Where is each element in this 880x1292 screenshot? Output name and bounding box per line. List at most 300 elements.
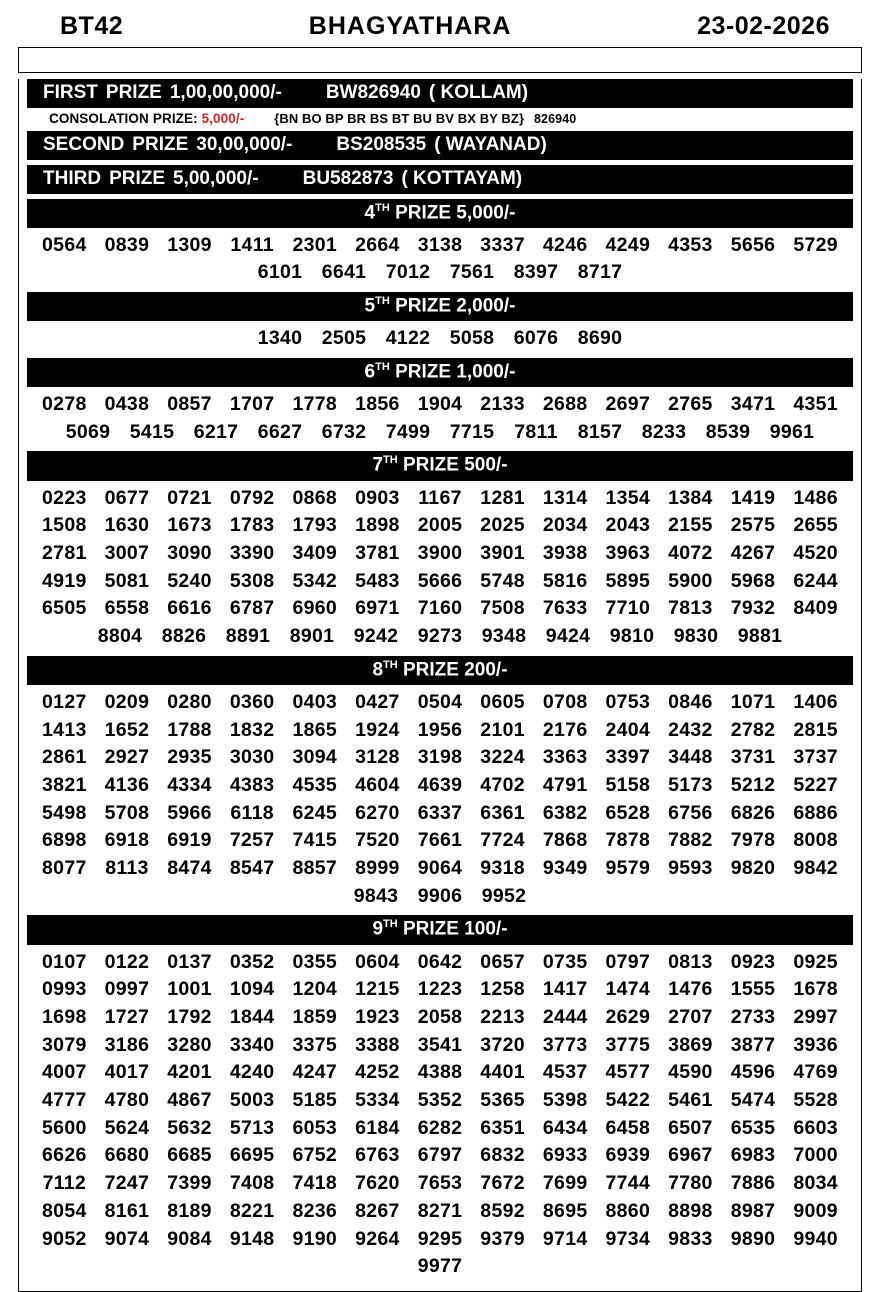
winning-number: 7520	[355, 829, 400, 852]
winning-number: 8857	[292, 857, 338, 880]
winning-number: 4596	[730, 1061, 776, 1084]
winning-number: 5632	[167, 1116, 212, 1139]
winning-number: 4401	[480, 1061, 525, 1084]
winning-number: 3773	[542, 1033, 588, 1056]
winning-number: 6967	[668, 1144, 713, 1167]
winning-number: 3340	[229, 1033, 275, 1056]
winning-number: 8397	[513, 261, 559, 284]
winning-number: 8409	[793, 597, 838, 620]
winning-number: 1783	[229, 514, 275, 537]
winning-number: 0997	[104, 978, 150, 1001]
winning-number: 2765	[668, 393, 713, 416]
number-row	[33, 1059, 847, 1087]
winning-number: 6245	[292, 801, 338, 824]
winning-number: 9843	[353, 884, 399, 907]
first-prize-place: ( KOLLAM)	[428, 82, 529, 103]
sixth-prize-sup: TH	[375, 360, 390, 373]
winning-number: 2997	[793, 1006, 838, 1028]
consolation-amount: 5,000/-	[201, 110, 245, 126]
winning-number: 3363	[542, 746, 588, 769]
winning-number: 5352	[417, 1089, 463, 1112]
winning-number: 0813	[668, 950, 713, 973]
winning-number: 3720	[480, 1033, 525, 1056]
number-row	[33, 325, 847, 353]
winning-number: 9842	[793, 857, 838, 880]
winning-number: 4201	[167, 1061, 212, 1084]
winning-number: 5729	[793, 233, 838, 256]
winning-number: 3090	[167, 542, 212, 565]
winning-number: 2025	[480, 514, 525, 537]
winning-number: 2301	[292, 233, 338, 256]
winning-number: 6685	[167, 1144, 212, 1167]
winning-number: 9273	[417, 625, 463, 648]
winning-number: 6101	[257, 261, 303, 284]
winning-number: 4246	[542, 233, 588, 256]
winning-number: 1698	[42, 1006, 87, 1028]
winning-number: 6282	[417, 1116, 463, 1139]
winning-number: 8233	[641, 420, 687, 443]
number-row	[33, 540, 847, 568]
winning-number: 9961	[769, 420, 815, 443]
winning-number: 3821	[42, 774, 87, 797]
second-prize-label: SECOND	[43, 133, 125, 155]
winning-number: 8898	[668, 1199, 713, 1222]
consolation-series: {BN BO BP BR BS BT BU BV BX BY BZ}	[274, 110, 525, 126]
winning-number: 2935	[167, 746, 212, 769]
winning-number: 0122	[104, 950, 150, 973]
winning-number: 7418	[292, 1172, 338, 1195]
winning-number: 3869	[668, 1033, 713, 1056]
winning-number: 6270	[355, 801, 400, 824]
sixth-prize-title: PRIZE 1,000/-	[395, 361, 516, 383]
winning-number: 8161	[104, 1199, 150, 1222]
winning-number: 8695	[542, 1199, 588, 1222]
winning-number: 7415	[292, 829, 338, 852]
winning-number: 1508	[42, 514, 87, 537]
winning-number: 8077	[42, 857, 87, 880]
winning-number: 9242	[353, 625, 399, 648]
first-prize-bar	[27, 79, 853, 108]
fifth-prize-numbers	[33, 325, 847, 353]
seventh-prize-ordinal: 7	[372, 454, 384, 476]
winning-number: 4577	[605, 1061, 651, 1084]
winning-number: 1924	[355, 718, 400, 741]
winning-number: 9009	[793, 1199, 838, 1222]
winning-number: 9810	[609, 625, 655, 648]
winning-number: 2133	[480, 393, 525, 416]
winning-number: 7811	[514, 420, 558, 443]
winning-number: 7000	[793, 1144, 838, 1167]
winning-number: 4247	[292, 1061, 338, 1084]
number-row	[33, 1087, 847, 1115]
number-row	[33, 772, 847, 800]
winning-number: 9148	[229, 1227, 275, 1250]
number-row	[33, 485, 847, 513]
winning-number: 9349	[542, 857, 588, 880]
number-row	[33, 717, 847, 745]
winning-number: 9379	[480, 1227, 525, 1250]
fourth-prize-title: PRIZE 5,000/-	[395, 201, 516, 223]
seventh-prize-numbers	[33, 485, 847, 651]
winning-number: 4334	[167, 774, 212, 797]
winning-number: 7868	[542, 829, 588, 852]
winning-number: 6732	[321, 420, 367, 443]
winning-number: 6797	[417, 1144, 463, 1167]
winning-number: 0355	[292, 950, 338, 973]
winning-number: 3541	[417, 1033, 463, 1056]
winning-number: 1167	[418, 486, 462, 509]
winning-number: 1001	[167, 978, 212, 1001]
winning-number: 3397	[605, 746, 651, 769]
winning-number: 4639	[417, 774, 463, 797]
winning-number: 6382	[542, 801, 588, 824]
winning-number: 1309	[167, 233, 212, 256]
winning-number: 6960	[292, 597, 338, 620]
second-prize-place: ( WAYANAD)	[434, 133, 547, 155]
winning-number: 3030	[229, 746, 275, 769]
number-row	[33, 1198, 847, 1226]
winning-number: 4353	[668, 233, 713, 256]
winning-number: 1258	[480, 978, 525, 1001]
number-row	[33, 855, 847, 883]
winning-number: 4007	[42, 1061, 87, 1084]
winning-number: 6528	[605, 801, 651, 824]
winning-number: 7620	[355, 1172, 400, 1195]
winning-number: 7699	[542, 1172, 588, 1195]
winning-number: 5058	[449, 327, 495, 350]
winning-number: 9977	[417, 1255, 463, 1278]
winning-number: 9890	[730, 1227, 776, 1250]
winning-number: 5069	[65, 420, 111, 443]
number-row	[33, 949, 847, 977]
winning-number: 2629	[605, 1006, 651, 1028]
winning-number: 5173	[668, 774, 713, 797]
winning-number: 2815	[793, 718, 838, 741]
winning-number: 6939	[605, 1144, 651, 1167]
winning-number: 3877	[730, 1033, 776, 1056]
winning-number: 7257	[229, 829, 275, 852]
winning-number: 3007	[104, 542, 150, 565]
winning-number: 3963	[605, 542, 651, 565]
winning-number: 5483	[355, 569, 400, 592]
winning-number: 1898	[355, 514, 400, 537]
winning-number: 4535	[292, 774, 338, 797]
winning-number: 0604	[355, 950, 400, 973]
number-row	[33, 419, 847, 447]
winning-number: 6832	[480, 1144, 525, 1167]
winning-number: 3224	[480, 746, 525, 769]
winning-number: 6076	[513, 327, 559, 350]
winning-number: 2733	[730, 1006, 776, 1028]
winning-number: 2444	[542, 1006, 588, 1028]
winning-number: 2155	[668, 514, 713, 537]
fifth-prize-ordinal: 5	[364, 295, 376, 317]
winning-number: 5240	[167, 569, 212, 592]
winning-number: 1856	[355, 393, 400, 416]
winning-number: 5212	[730, 774, 776, 797]
winning-number: 7247	[104, 1172, 150, 1195]
winning-number: 0735	[542, 950, 588, 973]
winning-number: 6616	[167, 597, 212, 620]
winning-number: 9820	[730, 857, 776, 880]
winning-number: 6933	[542, 1144, 588, 1167]
winning-number: 5666	[417, 569, 463, 592]
winning-number: 1652	[104, 718, 150, 741]
winning-number: 8901	[289, 625, 335, 648]
winning-number: 0403	[292, 690, 338, 713]
winning-number: 1474	[605, 978, 651, 1001]
winning-number: 1844	[229, 1006, 275, 1028]
winning-number: 5624	[104, 1116, 150, 1139]
winning-number: 6434	[542, 1116, 588, 1139]
winning-number: 0677	[104, 486, 150, 509]
winning-number: 2688	[542, 393, 588, 416]
winning-number: 1340	[257, 327, 303, 350]
eighth-prize-ordinal: 8	[372, 659, 384, 681]
winning-number: 6558	[104, 597, 150, 620]
winning-number: 4136	[104, 774, 150, 797]
winning-number: 2034	[542, 514, 588, 537]
winning-number: 2697	[605, 393, 651, 416]
winning-number: 4537	[542, 1061, 588, 1084]
winning-number: 1384	[668, 486, 713, 509]
fifth-prize-title: PRIZE 2,000/-	[395, 295, 516, 317]
winning-number: 3471	[730, 393, 776, 416]
eighth-prize-title: PRIZE 200/-	[402, 659, 508, 681]
first-prize-ticket: BW826940	[325, 82, 421, 103]
winning-number: 0278	[42, 393, 87, 416]
winning-number: 6505	[42, 597, 87, 620]
winning-number: 1411	[230, 233, 274, 256]
winning-number: 6971	[355, 597, 400, 620]
winning-number: 1094	[229, 978, 275, 1001]
winning-number: 5334	[355, 1089, 400, 1112]
winning-number: 4867	[167, 1089, 212, 1112]
winning-number: 1923	[355, 1006, 400, 1028]
third-prize-amount: 5,00,000/-	[173, 167, 259, 189]
winning-number: 2861	[42, 746, 87, 769]
winning-number: 5895	[605, 569, 651, 592]
winning-number: 0352	[229, 950, 275, 973]
winning-number: 0903	[355, 486, 400, 509]
winning-number: 2058	[417, 1006, 463, 1028]
winning-number: 9881	[737, 625, 783, 648]
third-prize-word: PRIZE	[109, 167, 166, 189]
winning-number: 7886	[730, 1172, 776, 1195]
winning-number: 0209	[104, 690, 150, 713]
seventh-prize-title: PRIZE 500/-	[402, 454, 508, 476]
winning-number: 1678	[793, 978, 838, 1001]
third-prize-place: ( KOTTAYAM)	[401, 167, 523, 189]
winning-number: 0642	[417, 950, 463, 973]
winning-number: 3388	[355, 1033, 400, 1056]
winning-number: 4249	[605, 233, 651, 256]
winning-number: 0438	[104, 393, 150, 416]
winning-number: 8592	[480, 1199, 525, 1222]
winning-number: 9579	[605, 857, 651, 880]
sixth-prize-numbers	[33, 391, 847, 446]
winning-number: 5003	[229, 1089, 275, 1112]
number-row	[33, 827, 847, 855]
winning-number: 1204	[292, 978, 338, 1001]
winning-number: 6787	[229, 597, 275, 620]
winning-number: 1865	[292, 718, 338, 741]
winning-number: 2176	[542, 718, 588, 741]
first-prize-label: FIRST	[43, 82, 98, 103]
winning-number: 2101	[480, 718, 525, 741]
winning-number: 3936	[793, 1033, 838, 1056]
winning-number: 5656	[730, 233, 776, 256]
winning-number: 7399	[167, 1172, 212, 1195]
winning-number: 0360	[229, 690, 275, 713]
winning-number: 4351	[793, 393, 838, 416]
number-row	[33, 883, 847, 911]
winning-number: 8054	[42, 1199, 87, 1222]
sixth-prize-bar	[27, 358, 853, 387]
winning-number: 1417	[542, 978, 588, 1001]
winning-number: 5422	[605, 1089, 651, 1112]
number-row	[33, 623, 847, 651]
winning-number: 5227	[793, 774, 838, 797]
winning-number: 1778	[292, 393, 338, 416]
winning-number: 8891	[225, 625, 271, 648]
winning-number: 6507	[668, 1116, 713, 1139]
winning-number: 7780	[668, 1172, 713, 1195]
fourth-prize-bar	[27, 199, 853, 228]
winning-number: 4780	[104, 1089, 150, 1112]
number-row	[33, 976, 847, 1004]
winning-number: 5398	[542, 1089, 588, 1112]
winning-number: 9593	[668, 857, 713, 880]
winning-number: 4702	[480, 774, 525, 797]
winning-number: 7710	[605, 597, 651, 620]
number-row	[33, 512, 847, 540]
winning-number: 0753	[605, 690, 651, 713]
winning-number: 4590	[668, 1061, 713, 1084]
winning-number: 2927	[104, 746, 150, 769]
winning-number: 5966	[167, 801, 212, 824]
winning-number: 3731	[730, 746, 776, 769]
winning-number: 8157	[577, 420, 623, 443]
winning-number: 3775	[605, 1033, 651, 1056]
fifth-prize-sup: TH	[375, 295, 390, 308]
eighth-prize-numbers	[33, 689, 847, 911]
number-row	[33, 1142, 847, 1170]
winning-number: 9190	[292, 1227, 338, 1250]
winning-number: 4520	[793, 542, 838, 565]
second-prize-bar	[27, 131, 853, 160]
winning-number: 1476	[668, 978, 713, 1001]
winning-number: 0857	[167, 393, 212, 416]
winning-number: 3337	[480, 233, 525, 256]
winning-number: 1832	[229, 718, 275, 741]
winning-number: 0504	[417, 690, 463, 713]
winning-number: 6886	[793, 801, 838, 824]
number-row	[33, 1032, 847, 1060]
winning-number: 7661	[417, 829, 463, 852]
winning-number: 4769	[793, 1061, 838, 1084]
winning-number: 1792	[167, 1006, 212, 1028]
winning-number: 8474	[167, 857, 212, 880]
winning-number: 8717	[577, 261, 623, 284]
winning-number: 6361	[480, 801, 525, 824]
winning-number: 3900	[417, 542, 463, 565]
winning-number: 3390	[229, 542, 275, 565]
winning-number: 6641	[321, 261, 367, 284]
winning-number: 5081	[104, 569, 150, 592]
winning-number: 5158	[605, 774, 651, 797]
winning-number: 1215	[355, 978, 400, 1001]
winning-number: 4791	[542, 774, 588, 797]
winning-number: 8267	[355, 1199, 400, 1222]
winning-number: 1071	[730, 690, 776, 713]
winning-number: 9714	[542, 1227, 588, 1250]
eighth-prize-sup: TH	[383, 658, 398, 671]
winning-number: 4122	[385, 327, 431, 350]
consolation-label: CONSOLATION	[49, 110, 149, 126]
winning-number: 2404	[605, 718, 651, 741]
winning-number: 1793	[292, 514, 338, 537]
winning-number: 2005	[417, 514, 463, 537]
winning-number: 9734	[605, 1227, 651, 1250]
winning-number: 6919	[167, 829, 212, 852]
number-row	[33, 1115, 847, 1143]
page-header	[10, 8, 870, 47]
winning-number: 4919	[42, 569, 87, 592]
winning-number: 5415	[129, 420, 175, 443]
fourth-prize-sup: TH	[375, 201, 390, 214]
sixth-prize-ordinal: 6	[364, 361, 376, 383]
winning-number: 5748	[480, 569, 525, 592]
winning-number: 7882	[668, 829, 713, 852]
winning-number: 6603	[793, 1116, 838, 1139]
winning-number: 3079	[42, 1033, 87, 1056]
number-row	[33, 232, 847, 260]
winning-number: 2707	[668, 1006, 713, 1028]
winning-number: 0721	[167, 486, 212, 509]
winning-number: 2655	[793, 514, 838, 537]
winning-number: 8236	[292, 1199, 338, 1222]
winning-number: 1956	[417, 718, 463, 741]
winning-number: 0657	[480, 950, 525, 973]
winning-number: 0127	[42, 690, 87, 713]
winning-number: 4777	[42, 1089, 87, 1112]
winning-number: 8189	[167, 1199, 212, 1222]
number-row	[33, 1253, 847, 1281]
winning-number: 6763	[355, 1144, 400, 1167]
winning-number: 7813	[668, 597, 713, 620]
winning-number: 7160	[417, 597, 463, 620]
winning-number: 6217	[193, 420, 239, 443]
eighth-prize-bar	[27, 656, 853, 685]
winning-number: 1486	[793, 486, 838, 509]
winning-number: 6244	[793, 569, 838, 592]
winning-number: 5708	[104, 801, 150, 824]
winning-number: 4383	[229, 774, 275, 797]
winning-number: 9424	[545, 625, 591, 648]
winning-number: 6053	[292, 1116, 338, 1139]
lottery-name: BHAGYATHARA	[308, 12, 512, 40]
winning-number: 8221	[229, 1199, 275, 1222]
winning-number: 3938	[542, 542, 588, 565]
winning-number: 1788	[167, 718, 212, 741]
winning-number: 2782	[730, 718, 776, 741]
winning-number: 8987	[730, 1199, 776, 1222]
winning-number: 3198	[417, 746, 463, 769]
winning-number: 0708	[542, 690, 588, 713]
number-row	[33, 568, 847, 596]
winning-number: 3901	[480, 542, 525, 565]
